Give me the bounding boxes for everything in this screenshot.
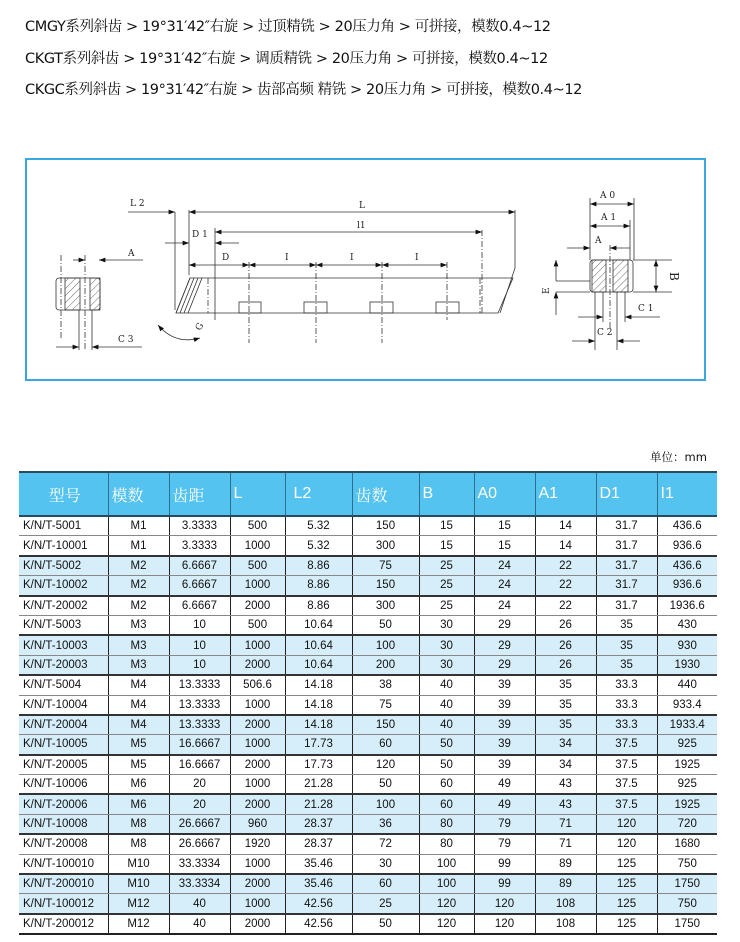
label-i-3: I xyxy=(415,253,419,263)
table-cell: 436.6 xyxy=(657,516,717,536)
table-cell: 43 xyxy=(535,775,596,795)
table-cell: 17.73 xyxy=(285,755,352,775)
table-cell: K/N/T-10002 xyxy=(19,576,108,596)
table-cell: 79 xyxy=(474,814,535,834)
label-c3: C 3 xyxy=(118,335,134,345)
table-cell: M3 xyxy=(108,615,169,635)
table-cell: 1000 xyxy=(230,775,285,795)
table-cell: 16.6667 xyxy=(169,755,230,775)
table-row xyxy=(19,635,717,655)
table-cell: 936.6 xyxy=(657,536,717,556)
table-cell: 50 xyxy=(419,735,474,755)
table-cell: 34 xyxy=(535,755,596,775)
spec-line-cmgy: CMGY系列斜齿 > 19°31′42″右旋 > 过顶精铣 > 20压力角 > 可拼接，模数0.4~12 xyxy=(25,19,551,35)
table-cell: 6.6667 xyxy=(169,576,230,596)
table-cell: 10.64 xyxy=(285,615,352,635)
table-cell: 933.4 xyxy=(657,695,717,715)
table-cell: 22 xyxy=(535,596,596,616)
table-row xyxy=(19,655,717,675)
table-cell: 150 xyxy=(352,715,419,735)
table-row xyxy=(19,675,717,695)
table-cell: 33.3 xyxy=(596,715,657,735)
table-cell: 2000 xyxy=(230,596,285,616)
table-cell: 75 xyxy=(352,556,419,576)
table-row xyxy=(19,834,717,854)
table-cell: 40 xyxy=(169,914,230,934)
table-cell: K/N/T-20008 xyxy=(19,834,108,854)
table-row xyxy=(19,755,717,775)
table-cell: 33.3334 xyxy=(169,874,230,894)
table-cell: 1000 xyxy=(230,894,285,914)
label-b: B xyxy=(667,272,681,281)
table-cell: K/N/T-20004 xyxy=(19,715,108,735)
label-d1: D 1 xyxy=(192,230,208,240)
table-cell: 200 xyxy=(352,655,419,675)
table-cell: K/N/T-10001 xyxy=(19,536,108,556)
label-a0: A 0 xyxy=(600,191,616,201)
table-cell: 36 xyxy=(352,814,419,834)
table-cell: 25 xyxy=(352,894,419,914)
table-cell: 1750 xyxy=(657,914,717,934)
table-cell: 10.64 xyxy=(285,655,352,675)
table-cell: 21.28 xyxy=(285,775,352,795)
table-cell: 500 xyxy=(230,556,285,576)
label-l: L xyxy=(359,201,365,211)
table-cell: 25 xyxy=(419,576,474,596)
table-cell: M5 xyxy=(108,755,169,775)
table-cell: 14 xyxy=(535,536,596,556)
table-cell: 8.86 xyxy=(285,556,352,576)
table-cell: 8.86 xyxy=(285,576,352,596)
table-cell: 40 xyxy=(419,715,474,735)
table-cell: M2 xyxy=(108,596,169,616)
table-cell: M3 xyxy=(108,635,169,655)
table-cell: 26.6667 xyxy=(169,834,230,854)
table-cell: 37.5 xyxy=(596,735,657,755)
table-cell: M12 xyxy=(108,914,169,934)
table-row xyxy=(19,596,717,616)
table-cell: 30 xyxy=(352,854,419,874)
table-cell: 22 xyxy=(535,576,596,596)
table-cell: 108 xyxy=(535,914,596,934)
table-cell: 16.6667 xyxy=(169,735,230,755)
table-cell: 33.3 xyxy=(596,675,657,695)
label-d: D xyxy=(222,253,230,263)
table-cell: 37.5 xyxy=(596,755,657,775)
table-cell: 35 xyxy=(596,655,657,675)
table-cell: 430 xyxy=(657,615,717,635)
table-cell: 1936.6 xyxy=(657,596,717,616)
table-cell: 13.3333 xyxy=(169,675,230,695)
column-header: 模数 xyxy=(108,472,169,516)
table-cell: 80 xyxy=(419,834,474,854)
table-cell: 35.46 xyxy=(285,854,352,874)
table-cell: 5.32 xyxy=(285,516,352,536)
table-cell: 72 xyxy=(352,834,419,854)
table-cell: M3 xyxy=(108,655,169,675)
rack-technical-drawing xyxy=(0,0,740,400)
table-cell: 80 xyxy=(419,814,474,834)
table-cell: M10 xyxy=(108,854,169,874)
table-cell: 2000 xyxy=(230,715,285,735)
table-cell: 60 xyxy=(352,735,419,755)
table-cell: 10.64 xyxy=(285,635,352,655)
label-l1: l1 xyxy=(357,221,366,231)
table-cell: 28.37 xyxy=(285,814,352,834)
table-row xyxy=(19,874,717,894)
label-a-left: A xyxy=(128,249,135,259)
table-cell: 26 xyxy=(535,655,596,675)
table-cell: 20 xyxy=(169,775,230,795)
table-cell: 49 xyxy=(474,775,535,795)
table-cell: 28.37 xyxy=(285,834,352,854)
table-cell: 40 xyxy=(169,894,230,914)
table-row xyxy=(19,576,717,596)
table-cell: 89 xyxy=(535,874,596,894)
table-cell: 100 xyxy=(352,635,419,655)
table-cell: 6.6667 xyxy=(169,596,230,616)
table-cell: M2 xyxy=(108,576,169,596)
spec-table xyxy=(19,471,717,935)
spec-line-ckgt: CKGT系列斜齿 > 19°31′42″右旋 > 调质精铣 > 20压力角 > 可拼接，模数0.4~12 xyxy=(25,51,548,67)
table-cell: 6.6667 xyxy=(169,556,230,576)
table-cell: K/N/T-100010 xyxy=(19,854,108,874)
table-cell: 440 xyxy=(657,675,717,695)
table-cell: 125 xyxy=(596,894,657,914)
table-cell: 1000 xyxy=(230,735,285,755)
table-cell: 500 xyxy=(230,516,285,536)
table-cell: 50 xyxy=(352,775,419,795)
table-cell: 39 xyxy=(474,675,535,695)
table-cell: 29 xyxy=(474,655,535,675)
table-cell: 14.18 xyxy=(285,715,352,735)
table-cell: 75 xyxy=(352,695,419,715)
table-cell: 750 xyxy=(657,894,717,914)
table-cell: K/N/T-100012 xyxy=(19,894,108,914)
table-cell: 21.28 xyxy=(285,794,352,814)
table-cell: 99 xyxy=(474,874,535,894)
table-cell: 39 xyxy=(474,755,535,775)
table-row xyxy=(19,695,717,715)
table-cell: 42.56 xyxy=(285,914,352,934)
column-header: L2 xyxy=(285,472,352,516)
table-cell: 1933.4 xyxy=(657,715,717,735)
table-cell: 31.7 xyxy=(596,536,657,556)
label-l2: L 2 xyxy=(130,199,145,209)
table-cell: 8.86 xyxy=(285,596,352,616)
table-cell: 26.6667 xyxy=(169,814,230,834)
table-cell: 71 xyxy=(535,814,596,834)
table-cell: 35 xyxy=(596,615,657,635)
table-cell: 40 xyxy=(419,695,474,715)
table-cell: 120 xyxy=(474,894,535,914)
label-i-1: I xyxy=(285,253,289,263)
table-cell: 10 xyxy=(169,635,230,655)
table-cell: 35 xyxy=(596,635,657,655)
table-cell: 25 xyxy=(419,596,474,616)
table-cell: 31.7 xyxy=(596,576,657,596)
column-header: 型号 xyxy=(19,472,108,516)
table-cell: 43 xyxy=(535,794,596,814)
table-cell: K/N/T-10004 xyxy=(19,695,108,715)
table-cell: 936.6 xyxy=(657,576,717,596)
table-cell: 2000 xyxy=(230,914,285,934)
table-row xyxy=(19,814,717,834)
table-cell: 1920 xyxy=(230,834,285,854)
table-cell: 150 xyxy=(352,576,419,596)
table-cell: M6 xyxy=(108,775,169,795)
table-cell: 925 xyxy=(657,775,717,795)
table-cell: M1 xyxy=(108,516,169,536)
table-cell: 14 xyxy=(535,516,596,536)
table-cell: 13.3333 xyxy=(169,695,230,715)
table-cell: K/N/T-20006 xyxy=(19,794,108,814)
table-cell: K/N/T-10008 xyxy=(19,814,108,834)
table-cell: M8 xyxy=(108,814,169,834)
column-header: L xyxy=(230,472,285,516)
table-cell: 13.3333 xyxy=(169,715,230,735)
label-i-2: I xyxy=(350,253,354,263)
table-cell: M10 xyxy=(108,874,169,894)
table-cell: 15 xyxy=(474,516,535,536)
table-cell: K/N/T-200012 xyxy=(19,914,108,934)
table-cell: 35 xyxy=(535,675,596,695)
table-cell: 930 xyxy=(657,635,717,655)
table-row xyxy=(19,775,717,795)
table-cell: 125 xyxy=(596,854,657,874)
table-cell: 100 xyxy=(419,874,474,894)
table-cell: 120 xyxy=(596,834,657,854)
table-cell: 34 xyxy=(535,735,596,755)
table-cell: 31.7 xyxy=(596,556,657,576)
table-cell: 99 xyxy=(474,854,535,874)
column-header: I1 xyxy=(657,472,717,516)
table-cell: 50 xyxy=(352,615,419,635)
table-cell: 35.46 xyxy=(285,874,352,894)
table-cell: 100 xyxy=(419,854,474,874)
table-cell: 1930 xyxy=(657,655,717,675)
table-cell: M4 xyxy=(108,715,169,735)
table-cell: 120 xyxy=(474,914,535,934)
table-cell: 24 xyxy=(474,556,535,576)
table-cell: 30 xyxy=(419,655,474,675)
table-cell: M2 xyxy=(108,556,169,576)
table-cell: 2000 xyxy=(230,794,285,814)
table-cell: 1680 xyxy=(657,834,717,854)
table-cell: 15 xyxy=(474,536,535,556)
table-row xyxy=(19,735,717,755)
table-cell: 60 xyxy=(419,794,474,814)
table-row xyxy=(19,854,717,874)
table-cell: 29 xyxy=(474,635,535,655)
table-cell: K/N/T-20003 xyxy=(19,655,108,675)
unit-label: 单位：mm xyxy=(650,450,707,464)
table-cell: M8 xyxy=(108,834,169,854)
table-cell: 10 xyxy=(169,615,230,635)
table-cell: 108 xyxy=(535,894,596,914)
table-cell: 925 xyxy=(657,735,717,755)
table-cell: 15 xyxy=(419,516,474,536)
label-e: E xyxy=(542,287,552,294)
label-a-right: A xyxy=(595,236,602,246)
table-cell: 50 xyxy=(352,914,419,934)
table-cell: K/N/T-5003 xyxy=(19,615,108,635)
column-header: 齿数 xyxy=(352,472,419,516)
table-cell: 20 xyxy=(169,794,230,814)
table-cell: 71 xyxy=(535,834,596,854)
table-row xyxy=(19,794,717,814)
table-cell: K/N/T-5002 xyxy=(19,556,108,576)
table-cell: 120 xyxy=(419,914,474,934)
table-row xyxy=(19,536,717,556)
table-cell: 30 xyxy=(419,635,474,655)
table-cell: 29 xyxy=(474,615,535,635)
table-cell: K/N/T-5004 xyxy=(19,675,108,695)
table-cell: M6 xyxy=(108,794,169,814)
table-cell: 24 xyxy=(474,596,535,616)
table-cell: 125 xyxy=(596,914,657,934)
table-cell: 750 xyxy=(657,854,717,874)
table-cell: 1000 xyxy=(230,695,285,715)
table-cell: 37.5 xyxy=(596,775,657,795)
label-c1: C 1 xyxy=(638,304,654,314)
table-cell: 120 xyxy=(419,894,474,914)
table-cell: 60 xyxy=(419,775,474,795)
table-cell: K/N/T-200010 xyxy=(19,874,108,894)
table-cell: 1000 xyxy=(230,854,285,874)
table-cell: K/N/T-20002 xyxy=(19,596,108,616)
table-cell: 125 xyxy=(596,874,657,894)
table-cell: 39 xyxy=(474,715,535,735)
table-cell: 17.73 xyxy=(285,735,352,755)
table-row xyxy=(19,894,717,914)
table-cell: 42.56 xyxy=(285,894,352,914)
table-cell: K/N/T-5001 xyxy=(19,516,108,536)
table-cell: 31.7 xyxy=(596,516,657,536)
table-cell: K/N/T-10006 xyxy=(19,775,108,795)
table-cell: M4 xyxy=(108,675,169,695)
table-cell: 1000 xyxy=(230,536,285,556)
column-header: D1 xyxy=(596,472,657,516)
table-cell: 506.6 xyxy=(230,675,285,695)
column-header: 齿距 xyxy=(169,472,230,516)
table-cell: 49 xyxy=(474,794,535,814)
table-row xyxy=(19,615,717,635)
table-row xyxy=(19,516,717,536)
table-cell: 500 xyxy=(230,615,285,635)
table-cell: 2000 xyxy=(230,874,285,894)
table-cell: 26 xyxy=(535,615,596,635)
table-cell: 89 xyxy=(535,854,596,874)
table-cell: 24 xyxy=(474,576,535,596)
table-cell: 1925 xyxy=(657,794,717,814)
column-header: A1 xyxy=(535,472,596,516)
table-cell: 2000 xyxy=(230,655,285,675)
column-header: B xyxy=(419,472,474,516)
table-cell: 30 xyxy=(419,615,474,635)
table-cell: 10 xyxy=(169,655,230,675)
table-cell: M5 xyxy=(108,735,169,755)
spec-line-ckgc: CKGC系列斜齿 > 19°31′42″右旋 > 齿部高频 精铣 > 20压力角 > 可拼接，模数0.4~12 xyxy=(25,82,582,98)
column-header: A0 xyxy=(474,472,535,516)
table-cell: 1925 xyxy=(657,755,717,775)
table-cell: 436.6 xyxy=(657,556,717,576)
table-cell: 720 xyxy=(657,814,717,834)
table-cell: 1750 xyxy=(657,874,717,894)
table-cell: 300 xyxy=(352,536,419,556)
table-cell: 3.3333 xyxy=(169,536,230,556)
table-cell: 120 xyxy=(596,814,657,834)
table-cell: 1000 xyxy=(230,635,285,655)
table-cell: 33.3334 xyxy=(169,854,230,874)
table-cell: 100 xyxy=(352,794,419,814)
table-cell: 120 xyxy=(352,755,419,775)
table-cell: 960 xyxy=(230,814,285,834)
label-g: G xyxy=(194,321,207,333)
table-cell: 38 xyxy=(352,675,419,695)
table-cell: 35 xyxy=(535,695,596,715)
table-cell: 5.32 xyxy=(285,536,352,556)
table-cell: 22 xyxy=(535,556,596,576)
table-row xyxy=(19,914,717,934)
table-cell: 50 xyxy=(419,755,474,775)
table-header-row xyxy=(19,472,717,516)
table-cell: 15 xyxy=(419,536,474,556)
table-cell: 150 xyxy=(352,516,419,536)
table-cell: 39 xyxy=(474,735,535,755)
table-cell: M12 xyxy=(108,894,169,914)
table-cell: 33.3 xyxy=(596,695,657,715)
table-cell: 1000 xyxy=(230,576,285,596)
table-row xyxy=(19,715,717,735)
rack-bar xyxy=(176,278,513,313)
table-cell: 25 xyxy=(419,556,474,576)
table-cell: 31.7 xyxy=(596,596,657,616)
table-cell: 300 xyxy=(352,596,419,616)
table-cell: 14.18 xyxy=(285,675,352,695)
label-a1: A 1 xyxy=(601,213,617,223)
table-cell: 40 xyxy=(419,675,474,695)
table-cell: 14.18 xyxy=(285,695,352,715)
table-cell: 39 xyxy=(474,695,535,715)
table-cell: 35 xyxy=(535,715,596,735)
table-row xyxy=(19,556,717,576)
table-cell: 2000 xyxy=(230,755,285,775)
table-cell: 26 xyxy=(535,635,596,655)
table-cell: K/N/T-10005 xyxy=(19,735,108,755)
table-cell: M4 xyxy=(108,695,169,715)
table-cell: K/N/T-20005 xyxy=(19,755,108,775)
table-cell: 60 xyxy=(352,874,419,894)
label-c2: C 2 xyxy=(597,328,613,338)
table-cell: 37.5 xyxy=(596,794,657,814)
table-cell: 3.3333 xyxy=(169,516,230,536)
table-cell: M1 xyxy=(108,536,169,556)
table-cell: K/N/T-10003 xyxy=(19,635,108,655)
table-cell: 79 xyxy=(474,834,535,854)
